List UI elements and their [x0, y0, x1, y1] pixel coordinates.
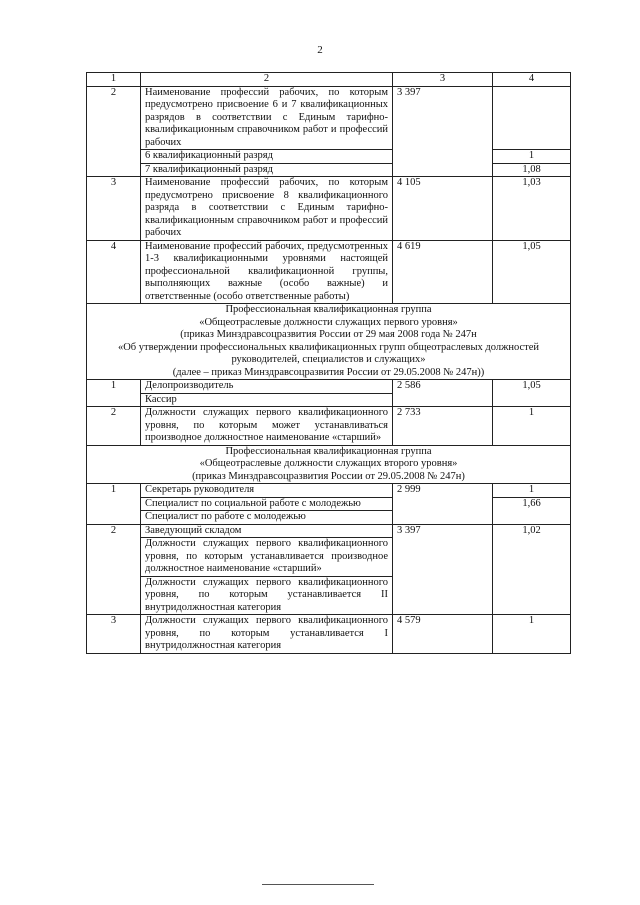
table-row [87, 177, 571, 241]
row-number: 2 [87, 407, 141, 446]
salary-value: 2 733 [393, 407, 493, 446]
group-heading-line: Профессиональная квалификационная группа [225, 304, 432, 315]
group-heading-line: «Общеотраслевые должности служащих второго уровня» [199, 458, 458, 469]
group-heading-row [87, 304, 571, 380]
coef-value: 1,66 [493, 497, 571, 524]
group-heading-line: «Общеотраслевые должности служащих первого уровня» [199, 316, 458, 328]
coef-value: 1,05 [493, 240, 571, 304]
subrow-title: Должности служащих первого квалификационного уровня, по которым устанавливается II внутридолжностная категория [141, 576, 393, 615]
coef-value: 1,02 [493, 524, 571, 615]
coef-value: 1 [493, 150, 571, 164]
row-number: 4 [87, 240, 141, 304]
salary-value: 4 579 [393, 615, 493, 654]
subrow-title: 7 квалификационный разряд [141, 163, 393, 177]
row-title: Делопроизводитель [141, 380, 393, 394]
header-row [87, 73, 571, 87]
group-heading-line: (далее – приказ Минздравсоцразвития России от 29.05.2008 № 247н)) [172, 366, 485, 378]
table-row [87, 615, 571, 654]
col-header-4: 4 [493, 73, 571, 87]
table-subrow [87, 150, 571, 164]
coef-value: 1 [493, 615, 571, 654]
row-title: Заведующий складом [141, 524, 393, 538]
row-title: Наименование профессий рабочих, по которым предусмотрено присвоение 8 квалификационного разряда в соответствии с Единым тарифно-квалификационным справочником работ и профессий рабочих [141, 177, 393, 241]
salary-value: 3 397 [393, 524, 493, 615]
coef-value: 1,03 [493, 177, 571, 241]
row-title: Должности служащих первого квалификационного уровня, по которым может устанавливаться производное должностное наименование «старший» [141, 407, 393, 446]
table-row [87, 86, 571, 150]
col-header-2: 2 [141, 73, 393, 87]
row-number: 3 [87, 177, 141, 241]
row-title: Должности служащих первого квалификационного уровня, по которым устанавливается I внутридолжностная категория [141, 615, 393, 654]
page-number: 2 [317, 44, 323, 56]
salary-value: 2 586 [393, 380, 493, 407]
coef-value: 1 [493, 484, 571, 498]
group-heading-line: Профессиональная квалификационная группа [225, 445, 432, 457]
row-number: 3 [87, 615, 141, 654]
row-number: 1 [87, 380, 141, 407]
row-number: 2 [87, 86, 141, 177]
row-number: 2 [87, 524, 141, 615]
table-row [87, 240, 571, 304]
coef-value: 1 [493, 407, 571, 446]
row-title: Наименование профессий рабочих, по которым предусмотрено присвоение 6 и 7 квалификационных разрядов в соответствии с Единым тарифно-квалификационным справочником работ и профессий рабочих [141, 86, 393, 150]
subrow-title: Должности служащих первого квалификационного уровня, по которым устанавливается производное должностное наименование «старший» [141, 538, 393, 577]
group-heading-line: «Об утверждении профессиональных квалификационных групп общеотраслевых должностей руководителей, специалистов и служащих» [117, 341, 540, 365]
subrow-title: Специалист по работе с молодежью [141, 511, 393, 525]
group-heading-row [87, 445, 571, 484]
table-row [87, 484, 571, 498]
coef-empty [493, 86, 571, 150]
row-number: 1 [87, 484, 141, 525]
group-heading-line: (приказ Минздравсоцразвития России от 29.05.2008 № 247н) [192, 470, 465, 482]
coef-value: 1,08 [493, 163, 571, 177]
table-subrow [87, 163, 571, 177]
table-subrow [87, 497, 571, 511]
salary-table [86, 72, 571, 654]
table-row [87, 380, 571, 394]
col-header-1: 1 [87, 73, 141, 87]
salary-value: 4 105 [393, 177, 493, 241]
footer-rule [262, 884, 374, 885]
salary-value: 4 619 [393, 240, 493, 304]
col-header-3: 3 [393, 73, 493, 87]
salary-value: 2 999 [393, 484, 493, 525]
row-title: Наименование профессий рабочих, предусмотренных 1-3 квалификационными уровнями настоящей профессиональной квалификационной группы, выполняющих важные (особо важные) и ответственные (особо ответственные работы) [141, 240, 393, 304]
row-title: Секретарь руководителя [141, 484, 393, 498]
table-row [87, 524, 571, 538]
group-heading [87, 304, 571, 380]
group-heading-line: (приказ Минздравсоцразвития России от 29 мая 2008 года № 247н [180, 329, 477, 340]
salary-value: 3 397 [393, 86, 493, 177]
coef-value: 1,05 [493, 380, 571, 407]
subrow-title: 6 квалификационный разряд [141, 150, 393, 164]
table-row [87, 407, 571, 446]
subrow-title: Кассир [141, 393, 393, 407]
subrow-title: Специалист по социальной работе с молодежью [141, 497, 393, 511]
group-heading [87, 445, 571, 484]
